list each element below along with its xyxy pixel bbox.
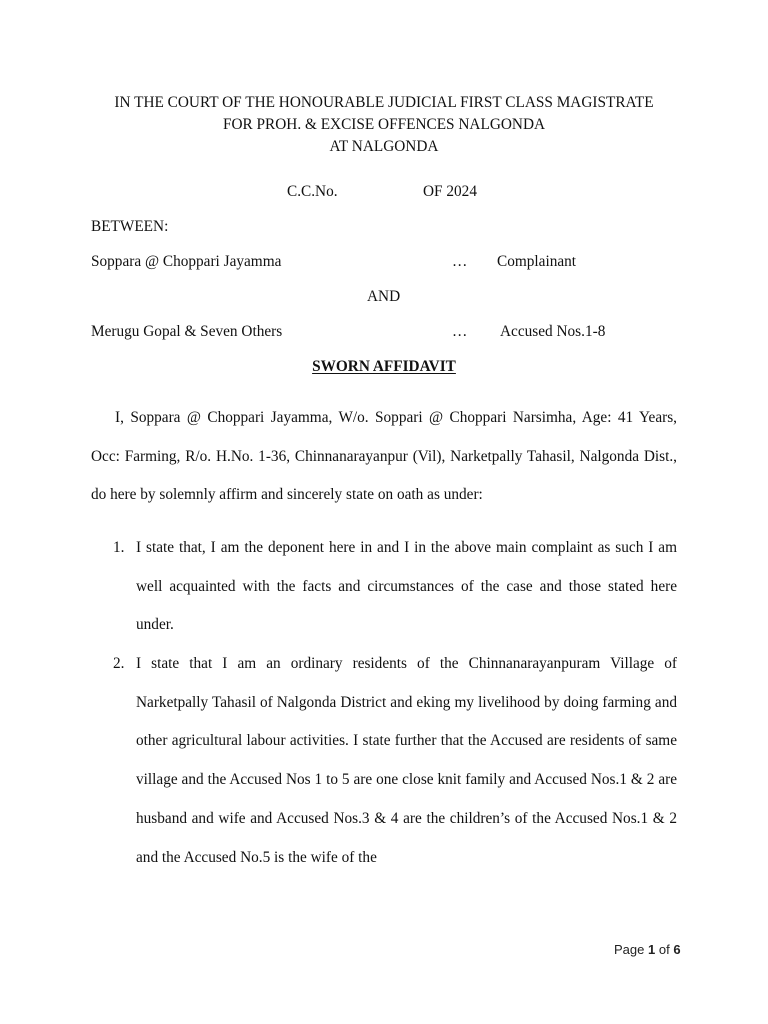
page-current: 1 <box>648 942 656 957</box>
accused-name: Merugu Gopal & Seven Others <box>91 323 283 340</box>
case-number-prefix: C.C.No. <box>287 183 338 200</box>
intro-paragraph: I, Soppara @ Choppari Jayamma, W/o. Soppari @ Choppari Narsimha, Age: 41 Years, Occ: Farming, R/o. H.No. 1-36, Chinnanarayanpur (Vil), Narketpally Tahasil, Nalgonda Dist., do here by solemnly affirm and sincerely state on oath as under: <box>91 409 677 504</box>
court-heading-line-2: FOR PROH. & EXCISE OFFENCES NALGONDA <box>222 116 546 133</box>
accused-ellipsis: … <box>452 323 468 340</box>
and-label: AND <box>367 288 401 305</box>
complainant-ellipsis: … <box>452 253 468 270</box>
page-of-label: of <box>658 942 670 957</box>
court-heading-line-3: AT NALGONDA <box>329 138 439 155</box>
accused-role: Accused Nos.1-8 <box>500 323 606 340</box>
between-label: BETWEEN: <box>91 218 169 235</box>
list-item-number: 1. <box>113 539 125 556</box>
complainant-name: Soppara @ Choppari Jayamma <box>91 253 282 270</box>
list-item-number: 2. <box>113 655 125 672</box>
list-item-text: I state that I am an ordinary residents of the Chinnanarayanpuram Village of Narketpally Tahasil of Nalgonda District and eking my livelihood by doing farming and other agricultural labour activities. I state further that the Accused are residents of same village and the Accused Nos 1 to 5 are one close knit family and Accused Nos.1 & 2 are husband and wife and Accused Nos.3 & 4 are the children’s of the Accused Nos.1 & 2 and the Accused No.5 is the wife of the <box>136 655 677 866</box>
page-total: 6 <box>673 942 681 957</box>
court-heading-line-1: IN THE COURT OF THE HONOURABLE JUDICIAL FIRST CLASS MAGISTRATE <box>114 94 654 111</box>
list-item-text: I state that, I am the deponent here in and I in the above main complaint as such I am well acquainted with the facts and circumstances of the case and those stated here under. <box>136 539 677 634</box>
page-number <box>614 942 681 957</box>
complainant-role: Complainant <box>497 253 577 270</box>
court-heading <box>0 92 768 158</box>
case-number-year: OF 2024 <box>423 183 477 200</box>
page-label: Page <box>614 942 645 957</box>
document-title: SWORN AFFIDAVIT <box>312 358 456 375</box>
